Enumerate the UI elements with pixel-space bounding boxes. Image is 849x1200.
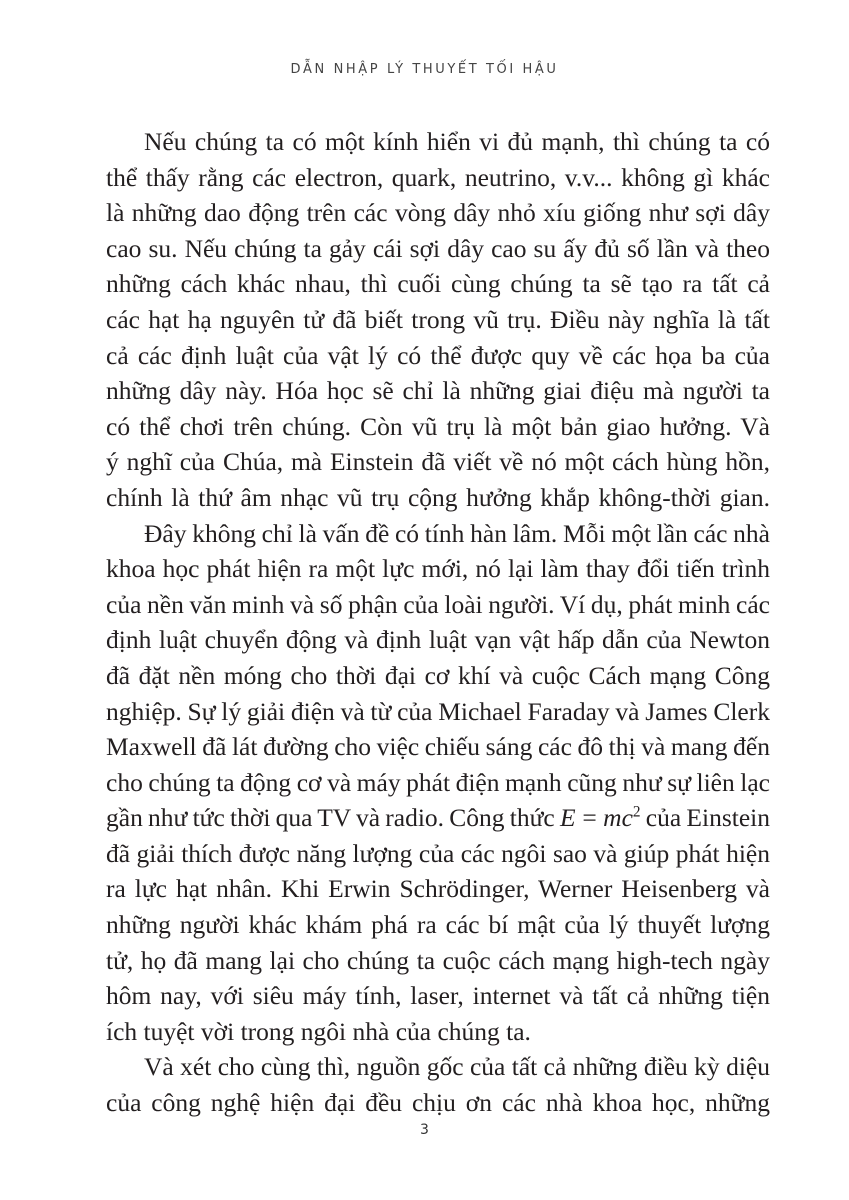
text-line: Đây không chỉ là vấn đề có tính hàn lâm. Mỗi một lần các nhà: [144, 518, 770, 548]
formula-exponent: 2: [632, 803, 641, 821]
text-line: Và xét cho cùng thì, nguồn gốc của tất cả những điều kỳ diệu: [144, 1052, 770, 1082]
text-line: hôm nay, với siêu máy tính, laser, internet và tất cả những tiện: [106, 981, 770, 1011]
text-line: những cách khác nhau, thì cuối cùng chúng ta sẽ tạo ra tất cả: [106, 269, 770, 299]
text-line: ích tuyệt vời trong ngôi nhà của chúng ta.: [106, 1016, 531, 1046]
text-line: những người khác khám phá ra các bí mật của lý thuyết lượng: [106, 910, 770, 940]
text-line: khoa học phát hiện ra một lực mới, nó lại làm thay đổi tiến trình: [106, 554, 770, 584]
text-line: đã giải thích được năng lượng của các ngôi sao và giúp phát hiện: [106, 838, 770, 868]
text-line: nghiệp. Sự lý giải điện và từ của Michael Faraday và James Clerk: [106, 696, 770, 726]
paragraph-3: [106, 1049, 770, 1120]
text-line: ra lực hạt nhân. Khi Erwin Schrödinger, Werner Heisenberg và: [106, 874, 770, 904]
paragraph-2: [106, 516, 770, 1050]
text-line: có thể chơi trên chúng. Còn vũ trụ là một bản giao hưởng. Và: [106, 411, 770, 441]
text-line: của công nghệ hiện đại đều chịu ơn các nhà khoa học, những: [106, 1088, 770, 1118]
text-line: Nếu chúng ta có một kính hiển vi đủ mạnh, thì chúng ta có: [144, 127, 770, 156]
text-line: ý nghĩ của Chúa, mà Einstein đã viết về nó một cách hùng hồn,: [106, 447, 770, 477]
body-text: [106, 124, 770, 1121]
page-number: 3: [420, 1122, 429, 1138]
text-line-formula: gần như tức thời qua TV và radio. Công thức $E = mc^2$ của Einstein: [106, 803, 770, 833]
text-line: định luật chuyển động và định luật vạn vật hấp dẫn của Newton: [106, 625, 770, 655]
text-line: cao su. Nếu chúng ta gảy cái sợi dây cao su ấy đủ số lần và theo: [106, 233, 770, 263]
text-line: chính là thứ âm nhạc vũ trụ cộng hưởng khắp không-thời gian.: [106, 482, 770, 512]
paragraph-1: [106, 124, 770, 516]
formula: E = mc: [559, 803, 633, 833]
text-line: là những dao động trên các vòng dây nhỏ xíu giống như sợi dây: [106, 198, 770, 228]
text-line: đã đặt nền móng cho thời đại cơ khí và cuộc Cách mạng Công: [106, 660, 770, 690]
text-line: tử, họ đã mang lại cho chúng ta cuộc cách mạng high-tech ngày: [106, 945, 770, 975]
running-header: DẪN NHẬP LÝ THUYẾT TỐI HẬU: [290, 62, 559, 77]
text-line: các hạt hạ nguyên tử đã biết trong vũ trụ. Điều này nghĩa là tất: [106, 304, 770, 334]
text-line: Maxwell đã lát đường cho việc chiếu sáng các đô thị và mang đến: [106, 732, 770, 762]
text-line: cho chúng ta động cơ và máy phát điện mạnh cũng như sự liên lạc: [106, 767, 770, 797]
text-line: cả các định luật của vật lý có thể được quy về các họa ba của: [106, 340, 770, 370]
text-line: của nền văn minh và số phận của loài người. Ví dụ, phát minh các: [106, 589, 770, 619]
text-line: thể thấy rằng các electron, quark, neutrino, v.v... không gì khác: [106, 162, 770, 192]
text-line: những dây này. Hóa học sẽ chỉ là những giai điệu mà người ta: [106, 376, 770, 406]
